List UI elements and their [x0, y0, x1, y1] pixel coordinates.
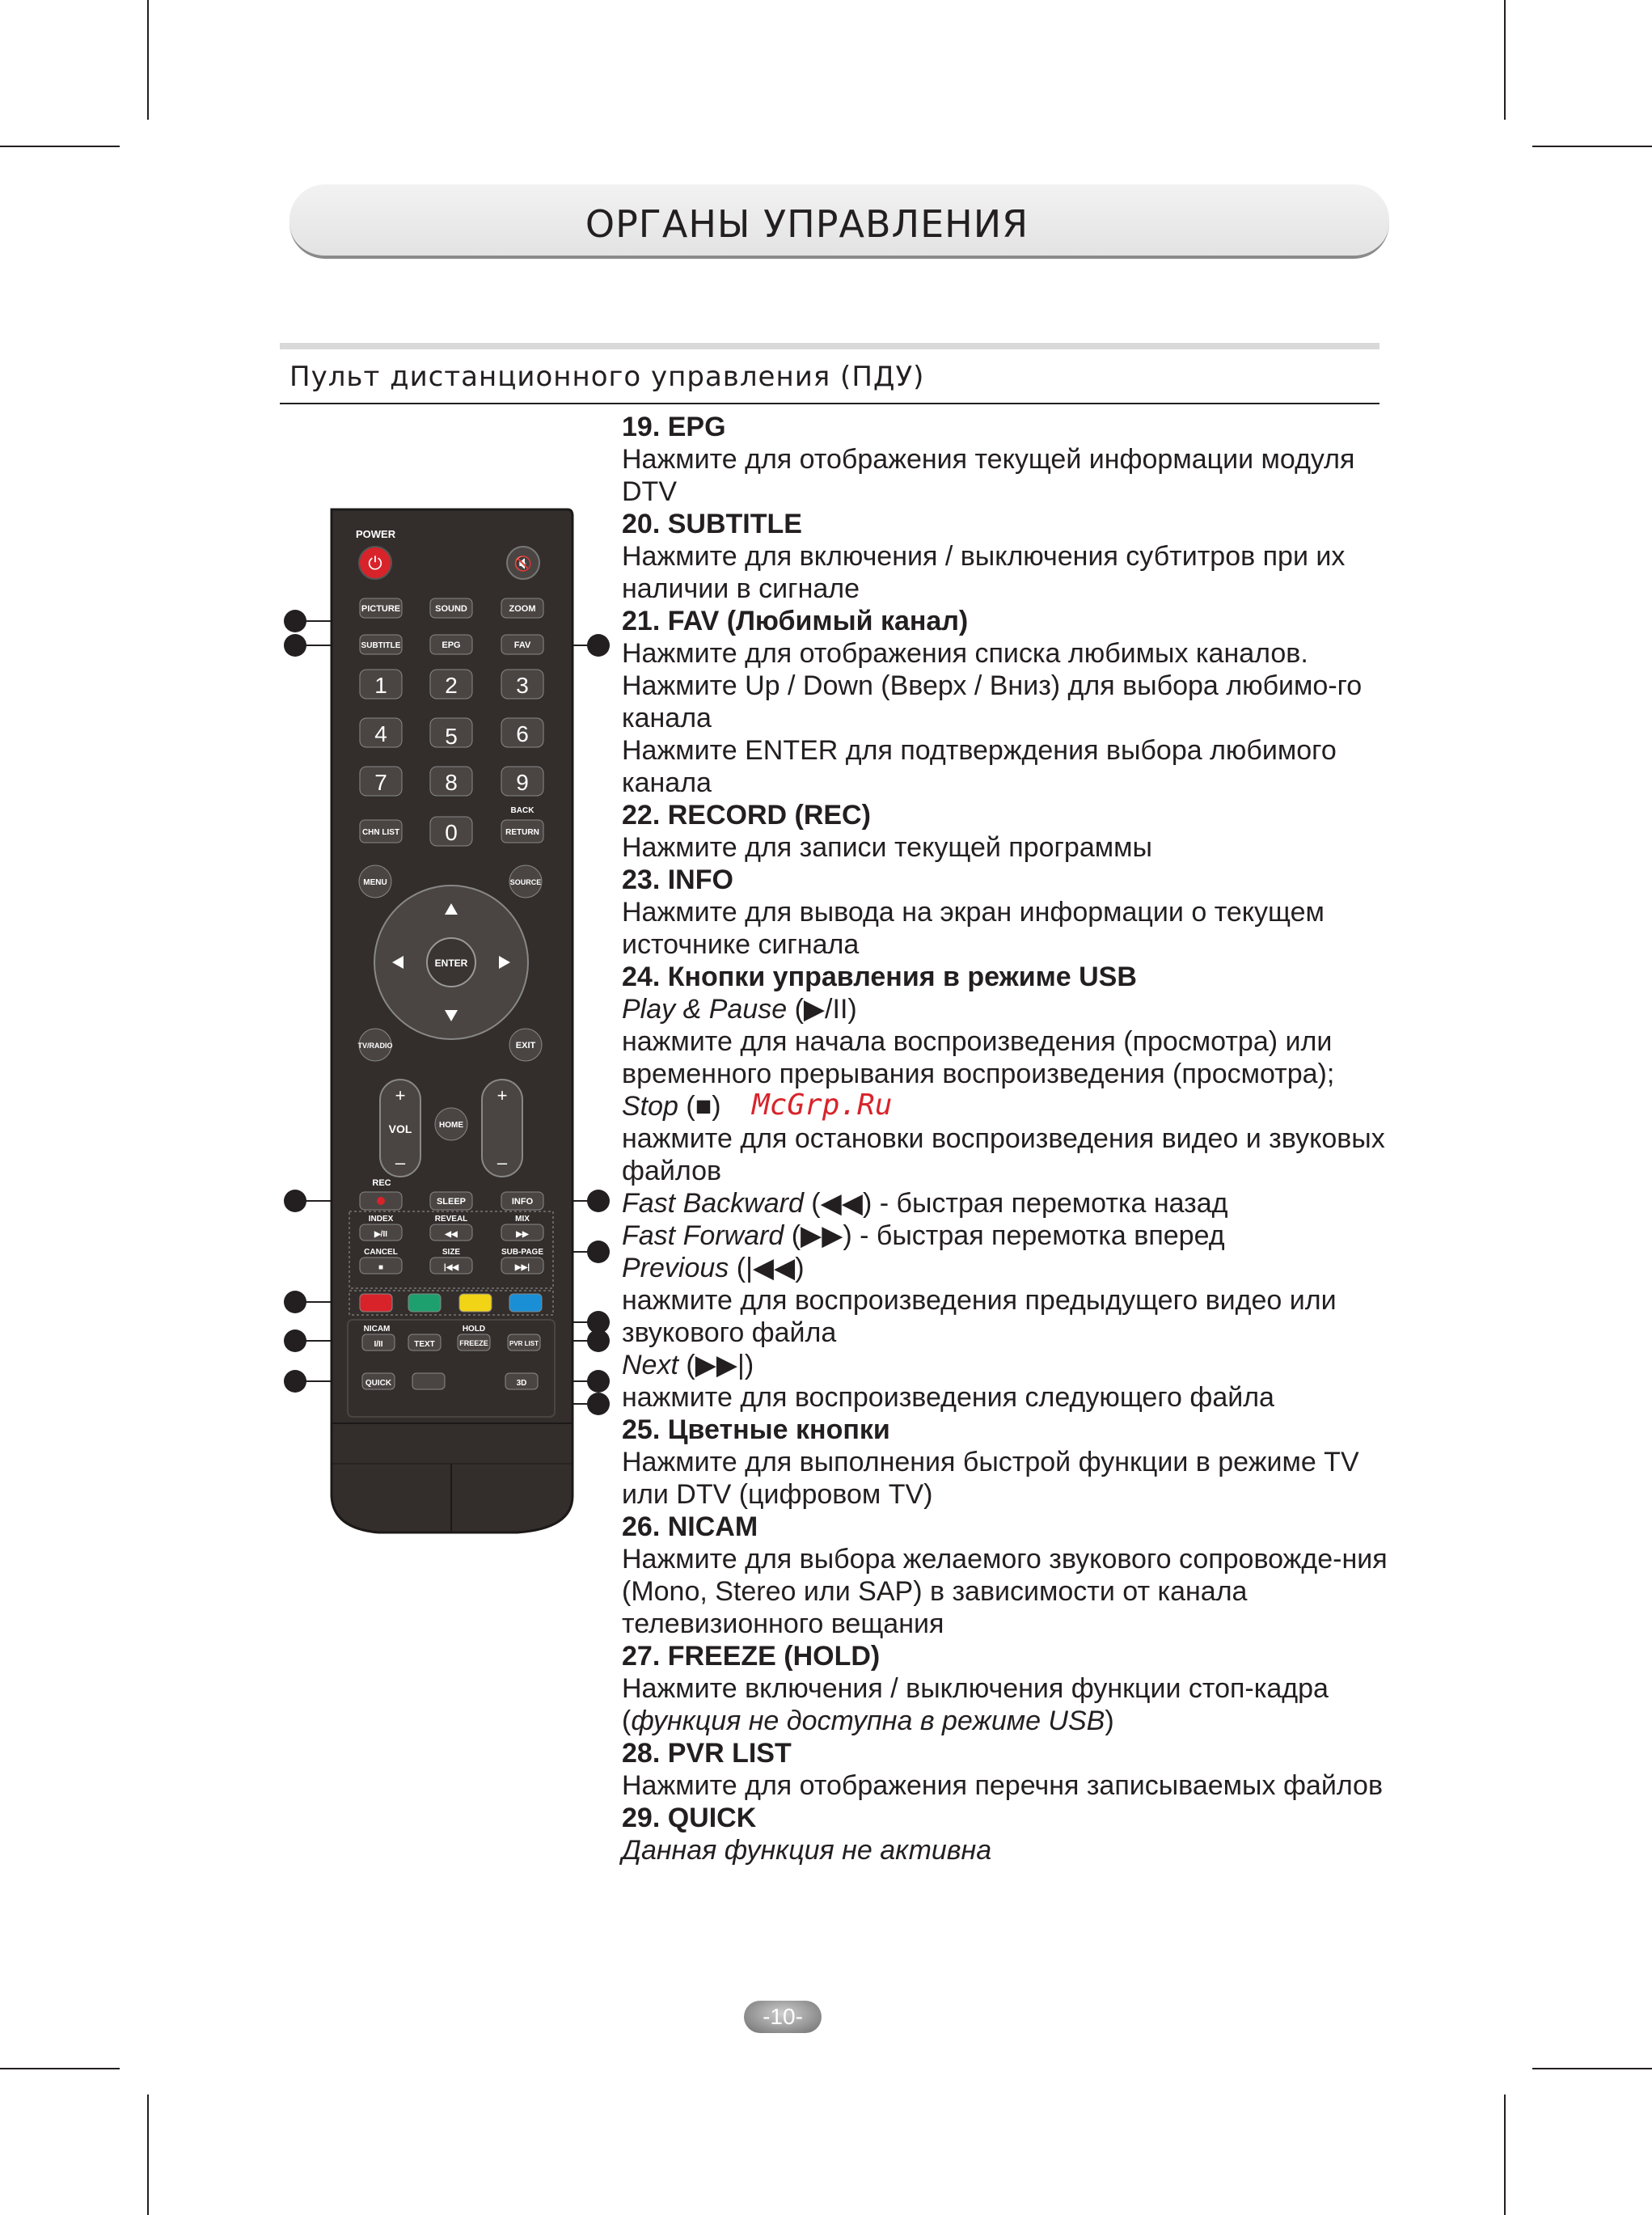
exit-button: EXIT	[515, 1041, 536, 1050]
previous-body: нажмите для воспроизведения предыдущего видео или звукового файла	[622, 1285, 1337, 1348]
key-4: 4	[374, 721, 387, 746]
yellow-key	[459, 1294, 492, 1312]
rec-label: REC	[372, 1178, 391, 1188]
blank-button	[412, 1373, 445, 1389]
item-21-body-3: Нажмите ENTER для подтверждения выбора любимого канала	[622, 735, 1337, 798]
item-23-body: Нажмите для вывода на экран информации о текущем источнике сигнала	[622, 897, 1325, 960]
crop-mark	[1532, 2068, 1652, 2069]
subtitle-button: SUBTITLE	[361, 641, 401, 650]
play-pause-body: нажмите для начала воспроизведения (просмотра) или временного прерывания воспроизведения (просмотра);	[622, 1026, 1335, 1089]
page-number: -10-	[744, 2001, 822, 2033]
play-pause-icon: ▶/II	[803, 994, 848, 1025]
svg-text:+: +	[395, 1085, 406, 1105]
hold-label: HOLD	[462, 1325, 486, 1334]
callout-dot	[587, 1329, 610, 1352]
previous-icon: |◀◀	[746, 1253, 796, 1283]
zoom-button: ZOOM	[509, 604, 536, 614]
item-28-title: 28. PVR LIST	[622, 1738, 792, 1769]
3d-button: 3D	[516, 1379, 527, 1388]
callout-dot	[284, 634, 306, 657]
item-22-title: 22. RECORD (REC)	[622, 800, 871, 831]
fav-button: FAV	[513, 640, 531, 650]
next-icon: ▶▶|	[514, 1263, 530, 1272]
picture-button: PICTURE	[361, 604, 401, 614]
next-label: Next	[622, 1350, 678, 1380]
chn-list-button: CHN LIST	[361, 828, 400, 837]
crop-mark	[0, 2068, 120, 2069]
blue-key	[509, 1294, 542, 1312]
mix-label: MIX	[515, 1215, 530, 1224]
fast-forward-icon: ▶▶	[516, 1230, 529, 1239]
crop-mark	[147, 2095, 149, 2215]
callout-dot	[284, 1329, 306, 1352]
item-19-title: 19. EPG	[622, 412, 726, 442]
previous-label: Previous	[622, 1253, 729, 1283]
callout-dot	[284, 1190, 306, 1212]
callout-dot	[587, 634, 610, 657]
sub-page-label: SUB-PAGE	[501, 1248, 544, 1257]
item-21-body-1: Нажмите для отображения списка любимых каналов.	[622, 638, 1308, 669]
nicam-button: I/II	[374, 1340, 383, 1349]
tv-radio-button: TV/RADIO	[357, 1042, 393, 1050]
item-28-body: Нажмите для отображения перечня записываемых файлов	[622, 1770, 1384, 1801]
key-3: 3	[516, 673, 529, 698]
return-button: RETURN	[505, 828, 539, 837]
home-button: HOME	[439, 1121, 463, 1130]
item-21-title: 21. FAV (Любимый канал)	[622, 606, 969, 636]
source-button: SOURCE	[509, 878, 542, 886]
item-20-title: 20. SUBTITLE	[622, 509, 802, 539]
remote-control-illustration	[275, 501, 615, 1553]
item-26-body: Нажмите для выбора желаемого звукового сопровожде-ния (Mono, Stereo или SAP) в зависимости от канала телевизионного вещания	[622, 1544, 1388, 1639]
key-7: 7	[374, 770, 387, 795]
vol-label: VOL	[388, 1122, 412, 1135]
reveal-label: REVEAL	[434, 1215, 468, 1224]
previous-icon: |◀◀	[443, 1263, 459, 1272]
crop-mark	[0, 146, 120, 147]
fast-forward-icon: ▶▶	[801, 1220, 843, 1251]
sleep-button: SLEEP	[436, 1197, 467, 1207]
crop-mark	[147, 0, 149, 120]
stop-icon: ■	[378, 1263, 384, 1272]
green-key	[408, 1294, 441, 1312]
crop-mark	[1504, 2095, 1506, 2215]
item-21-body-2: Нажмите Up / Down (Вверх / Вниз) для выбора любимо-го канала	[622, 670, 1363, 733]
crop-mark	[1532, 146, 1652, 147]
index-label: INDEX	[368, 1215, 394, 1224]
svg-text:–: –	[496, 1152, 508, 1173]
power-label: POWER	[356, 528, 396, 540]
text-button: TEXT	[414, 1340, 435, 1349]
fast-backward-label: Fast Backward	[622, 1188, 804, 1219]
info-button: INFO	[511, 1197, 534, 1207]
quick-button: QUICK	[365, 1379, 392, 1388]
svg-text:+: +	[496, 1085, 508, 1105]
svg-text:–: –	[395, 1152, 406, 1173]
section-title: Пульт дистанционного управления (ПДУ)	[289, 361, 925, 393]
fast-forward-body: - быстрая перемотка вперед	[860, 1220, 1225, 1251]
key-6: 6	[516, 721, 529, 746]
crop-mark	[1504, 0, 1506, 120]
fast-forward-label: Fast Forward	[622, 1220, 784, 1251]
item-26-title: 26. NICAM	[622, 1511, 758, 1542]
back-label: BACK	[510, 806, 534, 815]
description-column: 19. EPG Нажмите для отображения текущей информации модуля DTV 20. SUBTITLE Нажмите для включения / выключения субтитров при их наличии в сигнале 21. FAV (Любимый канал) Нажмите для отображения списка любимых каналов. Нажмите Up / Down (Вверх / Вниз) для выбора любимо-го канала Нажмите ENTER для подтверждения выбора любимого канала 22. RECORD (REC) Нажмите для записи текущей программы 23. INFO Нажмите для вывода на экран информации о текущем источнике сигнала 24. Кнопки управления в режиме USB Play & Pause (▶/II) нажмите для начала воспроизведения (просмотра) или временного прерывания воспроизведения (просмотра); Stop (■) нажмите для остановки воспроизведения видео и звуковых файлов Fast Backward (◀◀) - быстрая перемотка назад Fast Forward (▶▶) - быстрая перемотка вперед Previous (|◀◀) нажмите для воспроизведения предыдущего видео или звукового файла Next (▶▶|) нажмите для воспроизведения следующего файла 25. Цветные кнопки Нажмите для выполнения быстрой функции в режиме TV или DTV (цифровом TV) 26. NICAM Нажмите для выбора желаемого звукового сопровожде-ния (Mono, Stereo или SAP) в зависимости от канала телевизионного вещания 27. FREEZE (HOLD) Нажмите включения / выключения функции стоп-кадра (функция не доступна в режиме USB) 28. PVR LIST Нажмите для отображения перечня записываемых файлов 29. QUICK Данная функция не активна	[622, 411, 1398, 1866]
rewind-icon: ◀◀	[820, 1188, 863, 1219]
item-19-body: Нажмите для отображения текущей информации модуля DTV	[622, 444, 1355, 507]
key-8: 8	[445, 770, 458, 795]
item-25-body: Нажмите для выполнения быстрой функции в режиме TV или DTV (цифровом TV)	[622, 1447, 1359, 1510]
stop-icon: ■	[695, 1091, 712, 1122]
callout-dot	[587, 1393, 610, 1415]
key-2: 2	[445, 673, 458, 698]
watermark: McGrp.Ru	[752, 1088, 893, 1122]
item-29-title: 29. QUICK	[622, 1803, 757, 1833]
item-27-title: 27. FREEZE (HOLD)	[622, 1641, 881, 1672]
fast-backward-body: - быстрая перемотка назад	[879, 1188, 1228, 1219]
enter-label: ENTER	[434, 957, 468, 969]
play-pause-label: Play & Pause	[622, 994, 788, 1025]
item-20-body: Нажмите для включения / выключения субтитров при их наличии в сигнале	[622, 541, 1346, 604]
red-key	[360, 1294, 392, 1312]
pvr-list-button: PVR LIST	[509, 1340, 539, 1347]
page-title: ОРГАНЫ УПРАВЛЕНИЯ	[585, 202, 1029, 246]
item-27-note: функция не доступна в режиме USB	[631, 1706, 1105, 1736]
stop-body: нажмите для остановки воспроизведения видео и звуковых файлов	[622, 1123, 1385, 1186]
key-9: 9	[516, 770, 529, 795]
callout-dot	[587, 1370, 610, 1393]
rec-icon	[377, 1197, 385, 1205]
key-5: 5	[445, 724, 458, 749]
nicam-label: NICAM	[363, 1325, 391, 1334]
callout-dot	[284, 610, 306, 632]
callout-dot	[284, 1291, 306, 1313]
power-icon: ⏻	[368, 553, 382, 573]
epg-button: EPG	[442, 640, 461, 650]
menu-button: MENU	[363, 878, 387, 887]
item-25-title: 25. Цветные кнопки	[622, 1414, 890, 1445]
sound-button: SOUND	[435, 604, 467, 614]
item-23-title: 23. INFO	[622, 864, 733, 895]
mute-icon: 🔇	[513, 556, 533, 572]
callout-dot	[284, 1370, 306, 1393]
next-icon: ▶▶|	[695, 1350, 745, 1380]
freeze-button: FREEZE	[459, 1339, 488, 1347]
key-0: 0	[445, 820, 458, 845]
play-pause-icon: ▶/II	[374, 1230, 388, 1239]
item-24-title: 24. Кнопки управления в режиме USB	[622, 962, 1137, 992]
section-rule	[280, 403, 1379, 404]
rewind-icon: ◀◀	[445, 1230, 458, 1239]
item-27-body: Нажмите включения / выключения функции стоп-кадра	[622, 1673, 1329, 1704]
item-22-body: Нажмите для записи текущей программы	[622, 832, 1152, 863]
stop-label: Stop	[622, 1091, 678, 1122]
item-29-body: Данная функция не активна	[622, 1835, 992, 1866]
size-label: SIZE	[442, 1248, 461, 1257]
section-rule	[280, 343, 1379, 349]
callout-dot	[587, 1190, 610, 1212]
next-body: нажмите для воспроизведения следующего файла	[622, 1382, 1274, 1413]
callout-dot	[587, 1241, 610, 1263]
cancel-label: CANCEL	[364, 1248, 398, 1257]
key-1: 1	[374, 673, 387, 698]
